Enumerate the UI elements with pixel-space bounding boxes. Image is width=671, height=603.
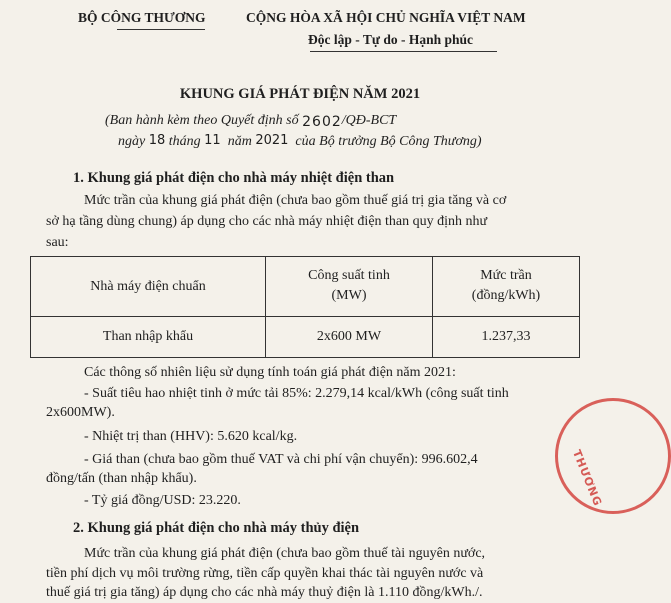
params-intro: Các thông số nhiên liệu sử dụng tính toán giá phát điện năm 2021:: [84, 365, 456, 380]
subtitle-line-2: [118, 134, 482, 150]
cell-plant: Than nhập khẩu: [102, 329, 194, 344]
param-3-line-2: đồng/tấn (than nhập khẩu).: [46, 471, 197, 486]
param-2: - Nhiệt trị than (HHV): 5.620 kcal/kg.: [84, 429, 298, 444]
year-label: năm: [227, 134, 252, 149]
subtitle-line-1: [105, 112, 396, 129]
col-header-ceiling-line-2: (đồng/kWh): [471, 288, 541, 303]
cell-ceiling: 1.237,33: [481, 329, 531, 344]
stamp-text: THƯƠNG: [569, 448, 605, 509]
col-header-capacity: [266, 266, 432, 306]
ministry-underline: [117, 29, 205, 30]
issue-day: 18: [148, 133, 166, 148]
decision-number: 2602: [302, 114, 342, 130]
subtitle-prefix: (Ban hành kèm theo Quyết định số: [105, 113, 299, 128]
section-2-line-3: thuế giá trị gia tăng) áp dụng cho các nhà máy thuỷ điện là 1.110 đồng/kWh./.: [46, 585, 483, 600]
param-1-line-2: 2x600MW).: [46, 405, 115, 420]
national-motto: Độc lập - Tự do - Hạnh phúc: [308, 32, 474, 47]
section-2-line-2: tiền phí dịch vụ môi trường rừng, tiền cấp quyền khai thác tài nguyên nước và: [46, 566, 484, 581]
section-2-heading: 2. Khung giá phát điện cho nhà máy thủy điện: [73, 520, 360, 536]
document-title: KHUNG GIÁ PHÁT ĐIỆN NĂM 2021: [179, 86, 421, 102]
col-header-ceiling: [433, 266, 579, 306]
section-1-intro-line-2: sở hạ tầng dùng chung) áp dụng cho các nhà máy nhiệt điện than quy định như: [46, 214, 488, 229]
cell-capacity: 2x600 MW: [316, 329, 382, 344]
col-header-capacity-line-1: Công suất tinh: [308, 268, 390, 283]
col-header-ceiling-line-1: Mức trần: [480, 268, 532, 283]
section-1-intro-line-1: Mức trần của khung giá phát điện (chưa bao gồm thuế giá trị gia tăng và cơ: [84, 193, 507, 208]
subtitle-suffix: /QĐ-BCT: [341, 113, 397, 128]
param-3-line-1: - Giá than (chưa bao gồm thuế VAT và chi phí vận chuyển): 996.602,4: [84, 452, 478, 467]
motto-underline: [310, 51, 497, 52]
param-1-line-1: - Suất tiêu hao nhiệt tinh ở mức tải 85%: 2.279,14 kcal/kWh (công suất tinh: [84, 386, 509, 401]
param-4: - Tỷ giá đồng/USD: 23.220.: [84, 493, 241, 508]
issue-year: 2021: [255, 133, 289, 148]
section-1-intro-line-3: sau:: [46, 235, 69, 250]
issue-month: 11: [204, 133, 221, 148]
ministry-name: BỘ CÔNG THƯƠNG: [78, 10, 206, 25]
section-1-heading: 1. Khung giá phát điện cho nhà máy nhiệt điện than: [73, 170, 395, 186]
col-header-plant: Nhà máy điện chuẩn: [90, 279, 206, 294]
col-header-capacity-line-2: (MW): [331, 288, 367, 303]
month-label: tháng: [168, 134, 201, 149]
republic-name: CỘNG HÒA XÃ HỘI CHỦ NGHĨA VIỆT NAM: [246, 10, 526, 25]
day-label: ngày: [118, 134, 146, 149]
subtitle-issuer: của Bộ trưởng Bộ Công Thương): [295, 134, 482, 149]
section-2-line-1: Mức trần của khung giá phát điện (chưa bao gồm thuế tài nguyên nước,: [84, 546, 486, 561]
price-table: [30, 256, 580, 358]
